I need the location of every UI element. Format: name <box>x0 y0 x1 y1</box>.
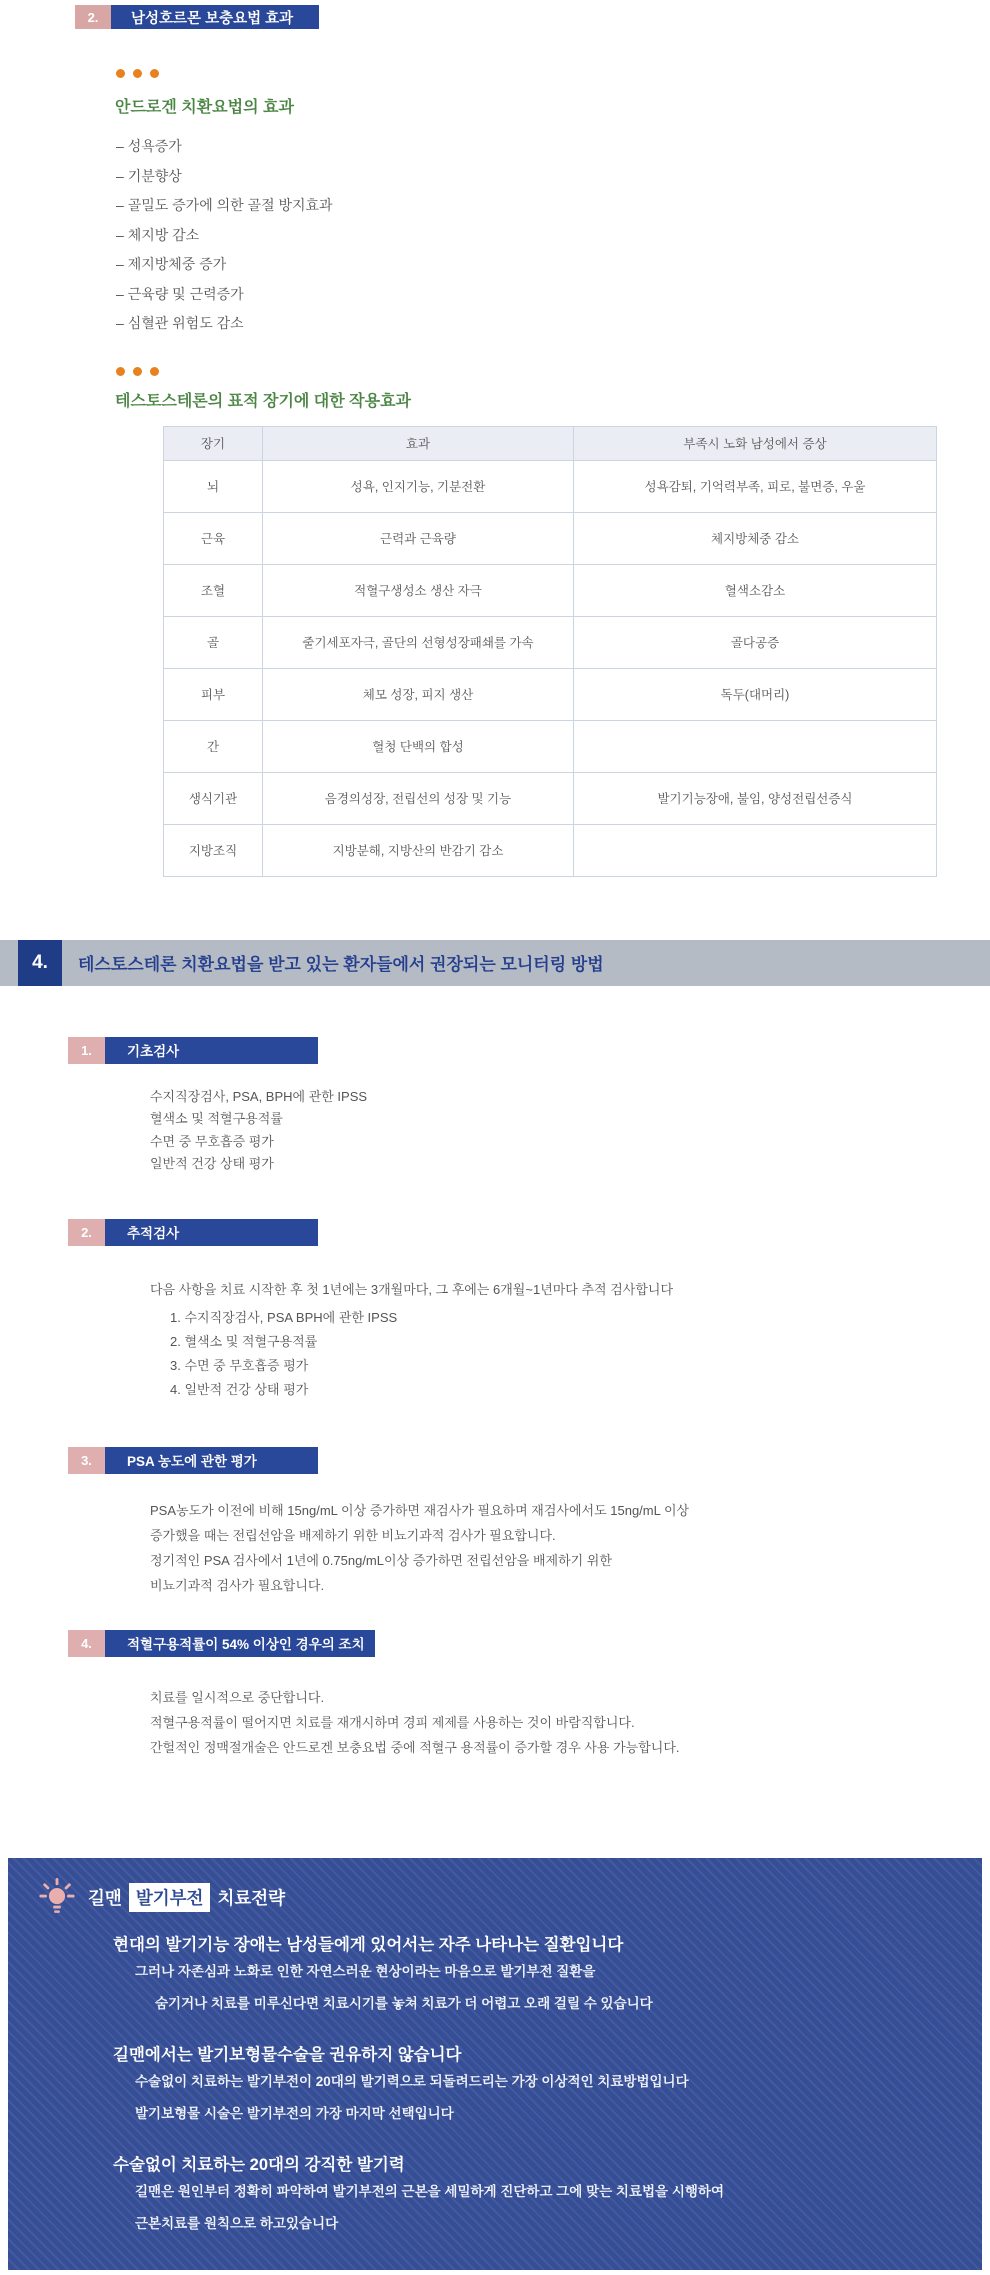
subsection-2-list <box>170 1306 990 1402</box>
body-line: 적혈구용적률이 떨어지면 치료를 재개시하며 경피 제제를 사용하는 것이 바람직합니다. <box>150 1714 635 1730</box>
table-row: 조혈 적혈구생성소 생산 자극 혈색소감소 <box>164 564 937 616</box>
orange-dots-icon <box>116 367 990 376</box>
section-2-title-bar: 남성호르몬 보충요법 효과 <box>111 5 319 29</box>
body-line: 1. 수지직장검사, PSA BPH에 관한 IPSS <box>170 1309 398 1325</box>
banner-block-line: 숨기거나 치료를 미루신다면 치료시기를 놓쳐 치료가 더 어렵고 오래 걸릴 수 있습니다 <box>155 1995 653 2011</box>
table-header-cell: 부족시 노화 남성에서 증상 <box>574 426 937 460</box>
body-line: 4. 일반적 건강 상태 평가 <box>170 1381 309 1397</box>
section-4-band <box>0 940 990 986</box>
body-line: PSA농도가 이전에 비해 15ng/mL 이상 증가하면 재검사가 필요하며 재검사에서도 15ng/mL 이상 <box>150 1502 690 1518</box>
table-row: 근육 근력과 근육량 체지방체중 감소 <box>164 512 937 564</box>
subsection-1-body <box>150 1086 990 1176</box>
banner-brand: 길맨 <box>88 1888 122 1908</box>
banner-block <box>38 2154 952 2240</box>
androgen-effects-heading: 안드로겐 치환요법의 효과 <box>115 99 294 116</box>
subsection-4-number-badge: 4. <box>68 1630 105 1657</box>
subsection-2-number-badge: 2. <box>68 1219 105 1246</box>
banner-block-heading: 길맨에서는 발기보형물수술을 권유하지 않습니다 <box>113 2045 462 2064</box>
subsection-4-header <box>68 1630 990 1657</box>
table-row: 간 혈청 단백의 합성 <box>164 720 937 772</box>
table-row: 생식기관 음경의성장, 전립선의 성장 및 기능 발기기능장애, 불임, 양성전립선증식 <box>164 772 937 824</box>
banner-block <box>38 2044 952 2130</box>
section-2-number-badge: 2. <box>75 5 111 29</box>
banner-suffix: 치료전략 <box>217 1888 286 1908</box>
body-line: 비뇨기과적 검사가 필요합니다. <box>150 1577 325 1593</box>
banner-block-line: 그러나 자존심과 노화로 인한 자연스러운 현상이라는 마음으로 발기부전 질환을 <box>135 1963 596 1979</box>
subsection-4-title-bar: 적혈구용적률이 54% 이상인 경우의 조치 <box>105 1630 375 1657</box>
subsection-4-body <box>150 1685 990 1760</box>
subsection-3-header <box>68 1447 990 1474</box>
subsection-2-intro: 다음 사항을 치료 시작한 후 첫 1년에는 3개월마다, 그 후에는 6개월~1년마다 추적 검사합니다 <box>150 1281 673 1297</box>
orange-dots-icon <box>116 69 990 78</box>
subsection-2-title-bar: 추적검사 <box>105 1219 318 1246</box>
subsection-2-header <box>68 1219 990 1246</box>
body-line: 수지직장검사, PSA, BPH에 관한 IPSS <box>150 1088 368 1104</box>
gilman-strategy-banner <box>8 1858 982 2270</box>
list-item: – 근육량 및 근력증가 <box>116 280 990 310</box>
section-2-header <box>75 5 990 29</box>
body-line: 수면 중 무호흡증 평가 <box>150 1133 274 1149</box>
androgen-effects-list <box>116 132 990 339</box>
subsection-1-title-bar: 기초검사 <box>105 1037 318 1064</box>
list-item: – 기분향상 <box>116 162 990 192</box>
body-line: 3. 수면 중 무호흡증 평가 <box>170 1357 309 1373</box>
banner-block-heading: 현대의 발기기능 장애는 남성들에게 있어서는 자주 나타나는 질환입니다 <box>113 1935 624 1954</box>
list-item: – 체지방 감소 <box>116 221 990 251</box>
banner-block-heading: 수술없이 치료하는 20대의 강직한 발기력 <box>113 2155 405 2174</box>
banner-title-row <box>38 1878 952 1918</box>
lightbulb-icon <box>38 1878 76 1918</box>
subsection-1-header <box>68 1037 990 1064</box>
list-item: – 골밀도 증가에 의한 골절 방지효과 <box>116 191 990 221</box>
body-line: 2. 혈색소 및 적혈구용적률 <box>170 1333 318 1349</box>
banner-block <box>38 1934 952 2020</box>
target-organs-table <box>163 426 937 877</box>
list-item: – 성욕증가 <box>116 132 990 162</box>
table-header-row <box>164 426 937 460</box>
subsection-3-title-bar: PSA 농도에 관한 평가 <box>105 1447 318 1474</box>
body-line: 혈색소 및 적혈구용적률 <box>150 1111 283 1126</box>
table-row: 지방조직 지방분해, 지방산의 반감기 감소 <box>164 824 937 876</box>
table-row: 피부 체모 성장, 피지 생산 독두(대머리) <box>164 668 937 720</box>
body-line: 치료를 일시적으로 중단합니다. <box>150 1689 325 1705</box>
body-line: 증가했을 때는 전립선암을 배제하기 위한 비뇨기과적 검사가 필요합니다. <box>150 1527 556 1543</box>
body-line: 일반적 건강 상태 평가 <box>150 1156 274 1171</box>
body-line: 간헐적인 정맥절개술은 안드로겐 보충요법 중에 적혈구 용적률이 증가할 경우 사용 가능합니다. <box>150 1739 680 1755</box>
table-row: 골 줄기세포자극, 골단의 선형성장패쇄를 가속 골다공증 <box>164 616 937 668</box>
subsection-3-number-badge: 3. <box>68 1447 105 1474</box>
banner-block-line: 근본치료를 원칙으로 하고있습니다 <box>135 2215 339 2231</box>
target-organs-heading: 테스토스테론의 표적 장기에 대한 작용효과 <box>115 392 411 410</box>
subsection-3-body <box>150 1498 990 1598</box>
list-item: – 심혈관 위험도 감소 <box>116 309 990 339</box>
list-item: – 제지방체중 증가 <box>116 250 990 280</box>
banner-highlight-badge: 발기부전 <box>129 1883 211 1912</box>
section-4-title: 테스토스테론 치환요법을 받고 있는 환자들에서 권장되는 모니터링 방법 <box>78 955 604 974</box>
table-header-cell: 장기 <box>164 426 263 460</box>
banner-title <box>88 1883 285 1912</box>
banner-block-line: 발기보형물 시술은 발기부전의 가장 마지막 선택입니다 <box>135 2105 454 2121</box>
table-header-cell: 효과 <box>263 426 574 460</box>
subsection-1-number-badge: 1. <box>68 1037 105 1064</box>
table-row: 뇌 성욕, 인지기능, 기분전환 성욕감퇴, 기억력부족, 피로, 불면증, 우울 <box>164 460 937 512</box>
section-4-number-badge: 4. <box>18 940 62 986</box>
banner-block-line: 수술없이 치료하는 발기부전이 20대의 발기력으로 되돌려드리는 가장 이상적인 치료방법입니다 <box>135 2073 689 2089</box>
body-line: 정기적인 PSA 검사에서 1년에 0.75ng/mL이상 증가하면 전립선암을 배제하기 위한 <box>150 1552 612 1568</box>
banner-block-line: 길맨은 원인부터 정확히 파악하여 발기부전의 근본을 세밀하게 진단하고 그에 맞는 치료법을 시행하여 <box>135 2183 724 2199</box>
